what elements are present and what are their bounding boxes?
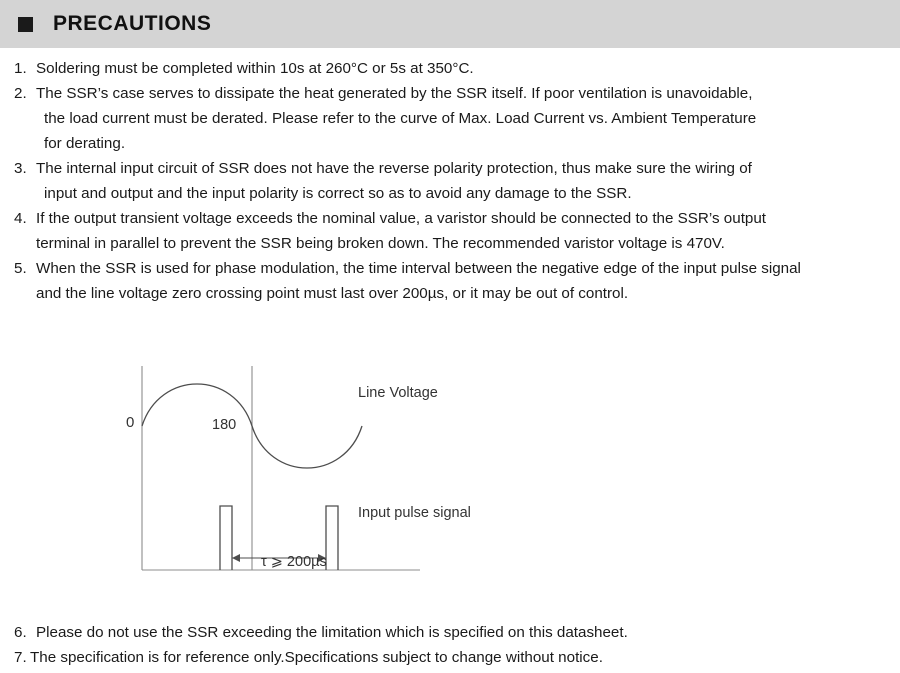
figure-label-line-voltage: Line Voltage [358, 385, 438, 401]
list-item [0, 206, 900, 256]
filled-square-icon [18, 17, 33, 32]
text-line: When the SSR is used for phase modulation, the time interval between the negative edge of the input pulse signal [36, 260, 801, 277]
figure-label-180: 180 [212, 417, 237, 433]
figure-label-input-pulse: Input pulse signal [358, 505, 471, 521]
list-item [0, 256, 900, 306]
list-item-text [36, 206, 894, 256]
page-title: PRECAUTIONS [53, 12, 212, 35]
section-header [0, 0, 900, 48]
list-item [0, 156, 900, 206]
list-item [0, 81, 900, 156]
text-line: input and output and the input polarity is correct so as to avoid any damage to the SSR. [44, 185, 632, 202]
list-item [0, 620, 900, 645]
figure-label-zero: 0 [126, 414, 135, 431]
list-item-number: 7. [14, 649, 27, 666]
list-item-text [36, 56, 894, 81]
text-line: The SSR’s case serves to dissipate the heat generated by the SSR itself. If poor ventilation is unavoidable, [36, 85, 753, 102]
text-line: the load current must be derated. Please refer to the curve of Max. Load Current vs. Ambient Temperature [44, 110, 757, 127]
list-item-number: 1. [14, 60, 27, 77]
text-line: The internal input circuit of SSR does not have the reverse polarity protection, thus make sure the wiring of [36, 160, 752, 177]
text-line: terminal in parallel to prevent the SSR being broken down. The recommended varistor voltage is 470V. [36, 235, 725, 252]
list-item-number: 3. [14, 160, 27, 177]
list-item-text [36, 81, 894, 156]
list-item-number: 2. [14, 85, 27, 102]
list-item [0, 56, 900, 81]
text-line: If the output transient voltage exceeds the nominal value, a varistor should be connected to the SSR’s output [36, 210, 767, 227]
timing-diagram-svg [120, 358, 550, 598]
bottom-precautions-list [0, 620, 900, 670]
text-line: Please do not use the SSR exceeding the limitation which is specified on this datasheet. [36, 624, 628, 641]
text-line: The specification is for reference only.Specifications subject to change without notice. [30, 649, 603, 666]
list-item-text [36, 620, 894, 645]
list-item-text [36, 156, 894, 206]
figure-label-tau: τ ⩾ 200µs [261, 554, 327, 570]
text-line: and the line voltage zero crossing point must last over 200µs, or it may be out of control. [36, 285, 629, 302]
text-line: for derating. [44, 135, 126, 152]
list-item-number: 6. [14, 624, 27, 641]
text-line: Soldering must be completed within 10s at 260°C or 5s at 350°C. [36, 60, 474, 77]
phase-modulation-timing-figure [120, 358, 550, 598]
list-item-number: 4. [14, 210, 27, 227]
list-item-text [36, 256, 894, 306]
precautions-list [0, 56, 900, 306]
list-item [0, 645, 900, 670]
list-item-text [30, 645, 894, 670]
list-item-number: 5. [14, 260, 27, 277]
